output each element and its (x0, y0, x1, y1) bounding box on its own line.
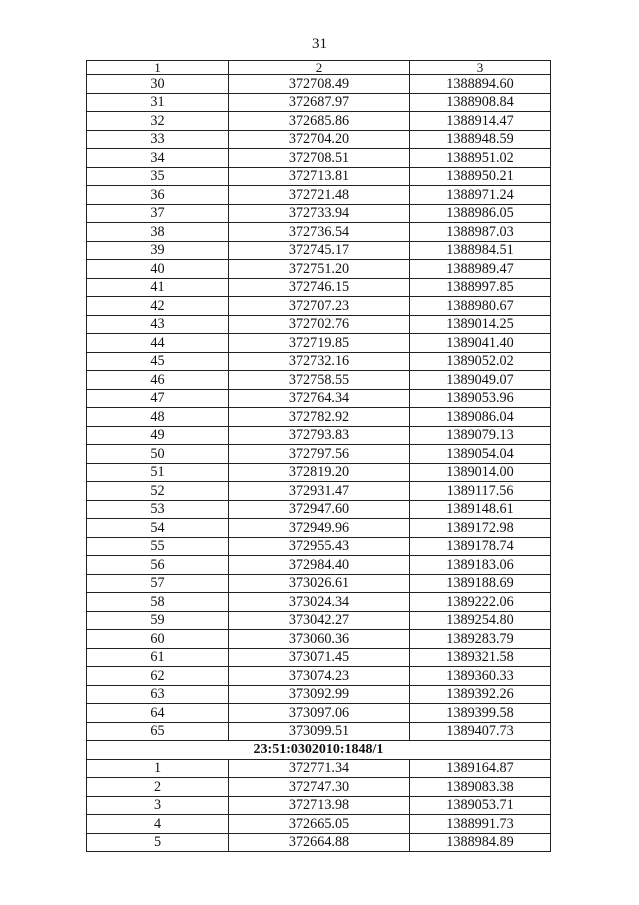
section-row (87, 741, 551, 760)
table-row (87, 611, 551, 630)
table-row (87, 630, 551, 649)
table-row (87, 223, 551, 242)
point-number-cell: 1 (87, 759, 229, 778)
y-coordinate-cell: 1389079.13 (410, 426, 551, 445)
point-number-cell: 61 (87, 648, 229, 667)
header-col-1: 1 (87, 61, 229, 75)
table-body-section (87, 759, 551, 852)
y-coordinate-cell: 1388984.51 (410, 241, 551, 260)
table-row (87, 667, 551, 686)
table-row (87, 815, 551, 834)
point-number-cell: 35 (87, 167, 229, 186)
y-coordinate-cell: 1388989.47 (410, 260, 551, 279)
y-coordinate-cell: 1388948.59 (410, 130, 551, 149)
table-row (87, 593, 551, 612)
point-number-cell: 2 (87, 778, 229, 797)
table-row (87, 371, 551, 390)
table-row (87, 833, 551, 852)
point-number-cell: 34 (87, 149, 229, 168)
y-coordinate-cell: 1388908.84 (410, 93, 551, 112)
x-coordinate-cell: 372708.51 (229, 149, 410, 168)
table-row (87, 204, 551, 223)
table-row (87, 445, 551, 464)
table-row (87, 722, 551, 741)
x-coordinate-cell: 373060.36 (229, 630, 410, 649)
y-coordinate-cell: 1389164.87 (410, 759, 551, 778)
coordinates-table (86, 60, 551, 852)
table-row (87, 648, 551, 667)
x-coordinate-cell: 372819.20 (229, 463, 410, 482)
y-coordinate-cell: 1389254.80 (410, 611, 551, 630)
x-coordinate-cell: 373024.34 (229, 593, 410, 612)
x-coordinate-cell: 372713.98 (229, 796, 410, 815)
point-number-cell: 5 (87, 833, 229, 852)
x-coordinate-cell: 372764.34 (229, 389, 410, 408)
y-coordinate-cell: 1389041.40 (410, 334, 551, 353)
y-coordinate-cell: 1389188.69 (410, 574, 551, 593)
point-number-cell: 36 (87, 186, 229, 205)
header-col-3: 3 (410, 61, 551, 75)
point-number-cell: 48 (87, 408, 229, 427)
y-coordinate-cell: 1389148.61 (410, 500, 551, 519)
point-number-cell: 64 (87, 704, 229, 723)
y-coordinate-cell: 1388997.85 (410, 278, 551, 297)
x-coordinate-cell: 372719.85 (229, 334, 410, 353)
y-coordinate-cell: 1388980.67 (410, 297, 551, 316)
y-coordinate-cell: 1388991.73 (410, 815, 551, 834)
y-coordinate-cell: 1388984.89 (410, 833, 551, 852)
x-coordinate-cell: 372665.05 (229, 815, 410, 834)
point-number-cell: 54 (87, 519, 229, 538)
x-coordinate-cell: 372745.17 (229, 241, 410, 260)
x-coordinate-cell: 372687.97 (229, 93, 410, 112)
table-row (87, 352, 551, 371)
y-coordinate-cell: 1389053.71 (410, 796, 551, 815)
point-number-cell: 31 (87, 93, 229, 112)
y-coordinate-cell: 1389222.06 (410, 593, 551, 612)
x-coordinate-cell: 373071.45 (229, 648, 410, 667)
x-coordinate-cell: 372708.49 (229, 75, 410, 94)
x-coordinate-cell: 372758.55 (229, 371, 410, 390)
x-coordinate-cell: 372947.60 (229, 500, 410, 519)
x-coordinate-cell: 372771.34 (229, 759, 410, 778)
table-body-main (87, 75, 551, 741)
x-coordinate-cell: 373042.27 (229, 611, 410, 630)
x-coordinate-cell: 373097.06 (229, 704, 410, 723)
y-coordinate-cell: 1389049.07 (410, 371, 551, 390)
x-coordinate-cell: 372747.30 (229, 778, 410, 797)
table-row (87, 149, 551, 168)
table-row (87, 315, 551, 334)
x-coordinate-cell: 372931.47 (229, 482, 410, 501)
x-coordinate-cell: 372751.20 (229, 260, 410, 279)
x-coordinate-cell: 372793.83 (229, 426, 410, 445)
point-number-cell: 50 (87, 445, 229, 464)
y-coordinate-cell: 1389407.73 (410, 722, 551, 741)
y-coordinate-cell: 1389321.58 (410, 648, 551, 667)
point-number-cell: 30 (87, 75, 229, 94)
x-coordinate-cell: 372685.86 (229, 112, 410, 131)
y-coordinate-cell: 1389360.33 (410, 667, 551, 686)
table-row (87, 537, 551, 556)
table-row (87, 778, 551, 797)
table-row (87, 278, 551, 297)
table-row (87, 463, 551, 482)
table-row (87, 112, 551, 131)
x-coordinate-cell: 372732.16 (229, 352, 410, 371)
point-number-cell: 43 (87, 315, 229, 334)
x-coordinate-cell: 372782.92 (229, 408, 410, 427)
y-coordinate-cell: 1388986.05 (410, 204, 551, 223)
table-row (87, 297, 551, 316)
page-number: 31 (312, 36, 327, 52)
x-coordinate-cell: 372721.48 (229, 186, 410, 205)
point-number-cell: 44 (87, 334, 229, 353)
x-coordinate-cell: 373092.99 (229, 685, 410, 704)
point-number-cell: 45 (87, 352, 229, 371)
table-row (87, 389, 551, 408)
x-coordinate-cell: 372664.88 (229, 833, 410, 852)
x-coordinate-cell: 372955.43 (229, 537, 410, 556)
table-row (87, 130, 551, 149)
table-row (87, 93, 551, 112)
table-row (87, 408, 551, 427)
x-coordinate-cell: 373026.61 (229, 574, 410, 593)
point-number-cell: 33 (87, 130, 229, 149)
y-coordinate-cell: 1388950.21 (410, 167, 551, 186)
point-number-cell: 39 (87, 241, 229, 260)
table-section (87, 741, 551, 760)
x-coordinate-cell: 372746.15 (229, 278, 410, 297)
point-number-cell: 63 (87, 685, 229, 704)
y-coordinate-cell: 1388951.02 (410, 149, 551, 168)
y-coordinate-cell: 1389054.04 (410, 445, 551, 464)
y-coordinate-cell: 1389052.02 (410, 352, 551, 371)
table-row (87, 75, 551, 94)
table-row (87, 241, 551, 260)
point-number-cell: 41 (87, 278, 229, 297)
point-number-cell: 4 (87, 815, 229, 834)
x-coordinate-cell: 372736.54 (229, 223, 410, 242)
y-coordinate-cell: 1389283.79 (410, 630, 551, 649)
table-row (87, 167, 551, 186)
y-coordinate-cell: 1389392.26 (410, 685, 551, 704)
y-coordinate-cell: 1389172.98 (410, 519, 551, 538)
point-number-cell: 40 (87, 260, 229, 279)
y-coordinate-cell: 1388987.03 (410, 223, 551, 242)
y-coordinate-cell: 1389183.06 (410, 556, 551, 575)
x-coordinate-cell: 373099.51 (229, 722, 410, 741)
x-coordinate-cell: 372702.76 (229, 315, 410, 334)
table-row (87, 186, 551, 205)
table-row (87, 574, 551, 593)
x-coordinate-cell: 372797.56 (229, 445, 410, 464)
point-number-cell: 49 (87, 426, 229, 445)
x-coordinate-cell: 372713.81 (229, 167, 410, 186)
point-number-cell: 65 (87, 722, 229, 741)
y-coordinate-cell: 1389014.00 (410, 463, 551, 482)
point-number-cell: 52 (87, 482, 229, 501)
point-number-cell: 59 (87, 611, 229, 630)
y-coordinate-cell: 1389053.96 (410, 389, 551, 408)
table-row (87, 426, 551, 445)
table-row (87, 334, 551, 353)
point-number-cell: 37 (87, 204, 229, 223)
y-coordinate-cell: 1389178.74 (410, 537, 551, 556)
point-number-cell: 53 (87, 500, 229, 519)
point-number-cell: 62 (87, 667, 229, 686)
y-coordinate-cell: 1389399.58 (410, 704, 551, 723)
y-coordinate-cell: 1389014.25 (410, 315, 551, 334)
table-row (87, 796, 551, 815)
section-title: 23:51:0302010:1848/1 (87, 741, 551, 760)
x-coordinate-cell: 372707.23 (229, 297, 410, 316)
table-row (87, 704, 551, 723)
point-number-cell: 60 (87, 630, 229, 649)
point-number-cell: 3 (87, 796, 229, 815)
y-coordinate-cell: 1388971.24 (410, 186, 551, 205)
x-coordinate-cell: 373074.23 (229, 667, 410, 686)
y-coordinate-cell: 1388914.47 (410, 112, 551, 131)
y-coordinate-cell: 1388894.60 (410, 75, 551, 94)
x-coordinate-cell: 372733.94 (229, 204, 410, 223)
table-row (87, 519, 551, 538)
y-coordinate-cell: 1389086.04 (410, 408, 551, 427)
x-coordinate-cell: 372949.96 (229, 519, 410, 538)
table-row (87, 685, 551, 704)
header-col-2: 2 (229, 61, 410, 75)
table-row (87, 556, 551, 575)
point-number-cell: 42 (87, 297, 229, 316)
point-number-cell: 32 (87, 112, 229, 131)
point-number-cell: 55 (87, 537, 229, 556)
point-number-cell: 58 (87, 593, 229, 612)
y-coordinate-cell: 1389117.56 (410, 482, 551, 501)
x-coordinate-cell: 372984.40 (229, 556, 410, 575)
table-row (87, 500, 551, 519)
point-number-cell: 38 (87, 223, 229, 242)
point-number-cell: 56 (87, 556, 229, 575)
header-row (87, 61, 551, 75)
point-number-cell: 46 (87, 371, 229, 390)
x-coordinate-cell: 372704.20 (229, 130, 410, 149)
table-row (87, 260, 551, 279)
point-number-cell: 47 (87, 389, 229, 408)
table-row (87, 482, 551, 501)
y-coordinate-cell: 1389083.38 (410, 778, 551, 797)
table-row (87, 759, 551, 778)
point-number-cell: 57 (87, 574, 229, 593)
point-number-cell: 51 (87, 463, 229, 482)
